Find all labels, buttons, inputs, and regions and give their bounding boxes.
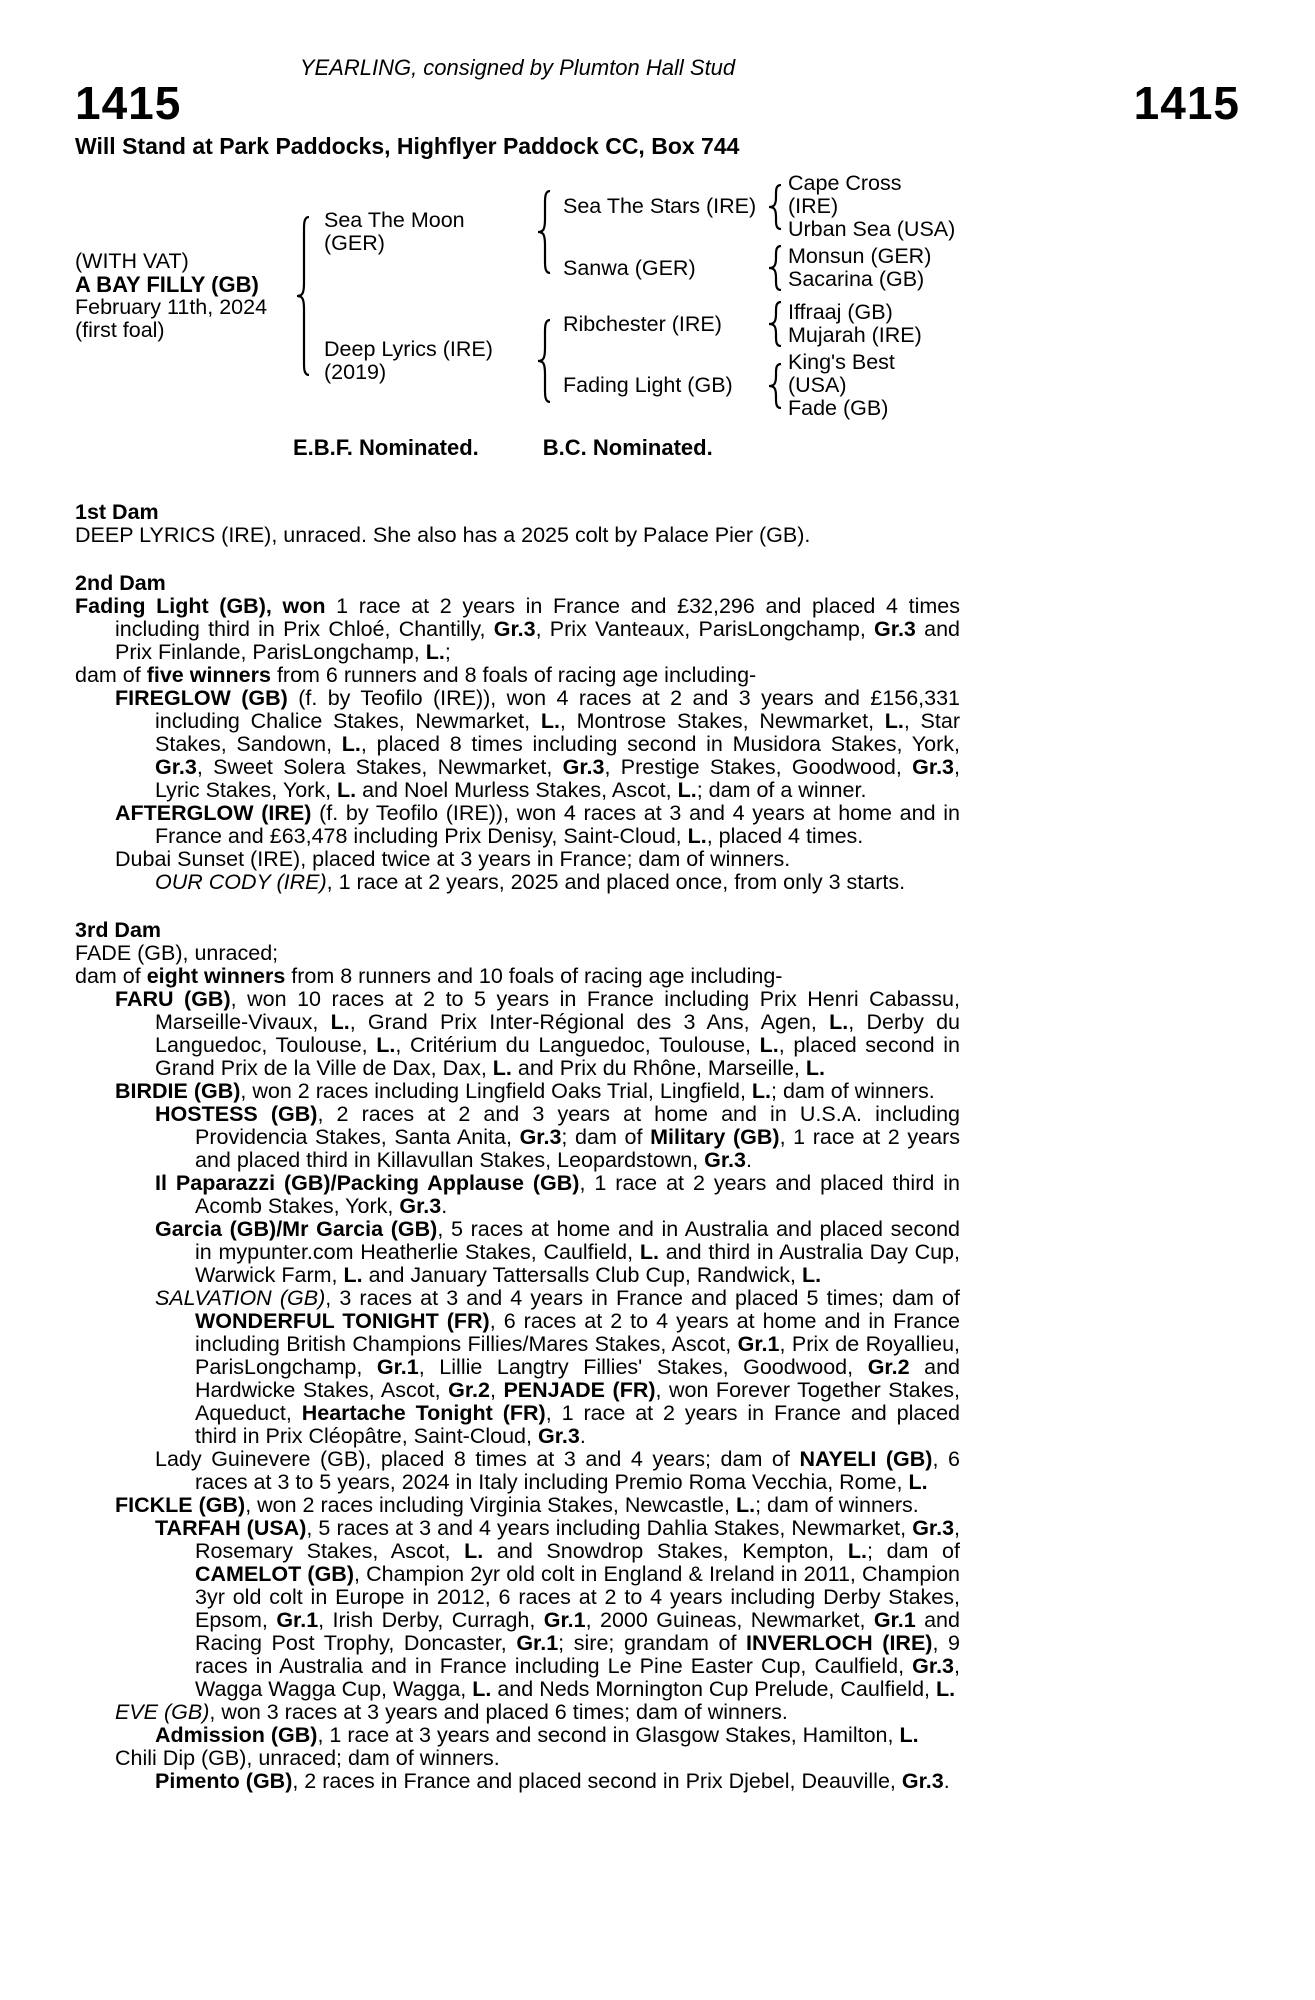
dam-section-heading: 3rd Dam — [75, 918, 162, 942]
sire-dam-name: Sanwa (GER) — [563, 255, 696, 280]
subject-name: A BAY FILLY (GB) — [75, 272, 259, 297]
sire-sire-name: Sea The Stars (IRE) — [563, 194, 757, 218]
dam-block — [316, 301, 956, 420]
pedigree-paragraph: BIRDIE (GB), won 2 races including Lingfield Oaks Trial, Lingfield, L.; dam of winners. — [115, 1079, 935, 1103]
lot-number-left: 1415 — [75, 77, 182, 129]
pedigree-table — [75, 172, 960, 420]
pedigree-paragraph: Fading Light (GB), won 1 race at 2 years in France and £32,296 and placed 4 times including third in Prix Chloé, Chantilly, Gr.3, Prix Vanteaux, ParisLongchamp, Gr.3 and Prix Finlande, ParisLongchamp, L.; — [75, 594, 960, 664]
dam-sire-dam-name: Mujarah (IRE) — [788, 323, 922, 347]
pedigree-paragraph: HOSTESS (GB), 2 races at 2 and 3 years at home and in U.S.A. including Providencia Stakes, Santa Anita, Gr.3; dam of Military (GB), 1 race at 2 years and placed third in Killavullan Stakes, Leopardstown, Gr.3. — [155, 1102, 960, 1172]
pedigree-brace — [531, 319, 557, 403]
sire-name: Sea The Moon (GER) — [324, 207, 465, 255]
pedigree-paragraph: TARFAH (USA), 5 races at 3 and 4 years including Dahlia Stakes, Newmarket, Gr.3, Rosemary Stakes, Ascot, L. and Snowdrop Stakes, Kempton, L.; dam of CAMELOT (GB), Champion 2yr old colt in England & Ireland in 2011, Champion 3yr old colt in Europe in 2012, 6 races at 2 to 4 years including Derby Stakes, Epsom, Gr.1, Irish Derby, Curragh, Gr.1, 2000 Guineas, Newmarket, Gr.1 and Racing Post Trophy, Doncaster, Gr.1; sire; grandam of INVERLOCH (IRE), 9 races in Australia and in France including Le Pine Easter Cup, Caulfield, Gr.3, Wagga Wagga Cup, Wagga, L. and Neds Mornington Cup Prelude, Caulfield, L. — [155, 1516, 961, 1701]
pedigree-paragraph: EVE (GB), won 3 races at 3 years and placed 6 times; dam of winners. — [115, 1700, 788, 1724]
dam-name: Deep Lyrics (IRE) (2019) — [316, 338, 531, 384]
pedigree-paragraph: Dubai Sunset (IRE), placed twice at 3 years in France; dam of winners. — [115, 847, 791, 871]
dam-year: (2019) — [324, 359, 387, 384]
pedigree-paragraph: Lady Guinevere (GB), placed 8 times at 3 and 4 years; dam of NAYELI (GB), 6 races at 3 to 5 years, 2024 in Italy including Premio Roma Vecchia, Rome, L. — [155, 1447, 960, 1494]
dam-dam-name: Fading Light (GB) — [563, 373, 733, 397]
pedigree-paragraph: FARU (GB), won 10 races at 2 to 5 years in France including Prix Henri Cabassu, Marseille-Vivaux, L., Grand Prix Inter-Régional des 3 Ans, Agen, L., Derby du Languedoc, Toulouse, L., Critérium du Languedoc, Toulouse, L., placed second in Grand Prix de la Ville de Dax, Dax, L. and Prix du Rhône, Marseille, L. — [115, 987, 960, 1080]
dam-sire-name: Ribchester (IRE) — [563, 311, 722, 336]
pedigree-paragraph: dam of eight winners from 8 runners and 10 foals of racing age including- — [75, 964, 783, 988]
lot-number-row — [75, 79, 1240, 127]
dam-section-heading: 2nd Dam — [75, 571, 166, 595]
pedigree-brace — [762, 363, 788, 409]
pedigree-brace — [762, 245, 788, 291]
pedigree-paragraph: OUR CODY (IRE), 1 race at 2 years, 2025 and placed once, from only 3 starts. — [155, 870, 906, 894]
dam-section — [75, 572, 960, 894]
sire-sire-dam-name: Urban Sea (USA) — [788, 217, 956, 241]
pedigree-paragraph: FADE (GB), unraced; — [75, 941, 279, 965]
lot-number-right: 1415 — [1133, 77, 1240, 129]
ebf-nominated-label: E.B.F. Nominated. — [293, 435, 479, 460]
pedigree-paragraph: Pimento (GB), 2 races in France and placed second in Prix Djebel, Deauville, Gr.3. — [155, 1769, 950, 1793]
foal-note: (first foal) — [75, 318, 165, 342]
consignor-line: YEARLING, consigned by Plumton Hall Stud — [299, 55, 736, 80]
pedigree-paragraph: SALVATION (GB), 3 races at 3 and 4 years in France and placed 5 times; dam of WONDERFUL TONIGHT (FR), 6 races at 2 to 4 years at home and in France including British Champions Fillies/Mares Stakes, Ascot, Gr.1, Prix de Royallieu, ParisLongchamp, Gr.1, Lillie Langtry Fillies' Stakes, Goodwood, Gr.2 and Hardwicke Stakes, Ascot, Gr.2, PENJADE (FR), won Forever Together Stakes, Aqueduct, Heartache Tonight (FR), 1 race at 2 years in France and placed third in Prix Cléopâtre, Saint-Cloud, Gr.3. — [155, 1286, 960, 1448]
pedigree-brace — [762, 301, 788, 347]
dam-section-heading: 1st Dam — [75, 500, 159, 524]
subject-details — [75, 250, 290, 342]
dam-dam-dam-name: Fade (GB) — [788, 396, 889, 420]
pedigree-paragraph: AFTERGLOW (IRE) (f. by Teofilo (IRE)), won 4 races at 3 and 4 years at home and in France and £63,478 including Prix Denisy, Saint-Cloud, L., placed 4 times. — [115, 801, 960, 848]
nominations-row — [75, 436, 960, 459]
dam-sections — [75, 501, 960, 1793]
sire-dam-dam-name: Sacarina (GB) — [788, 267, 925, 291]
pedigree-paragraph: Garcia (GB)/Mr Garcia (GB), 5 races at home and in Australia and placed second in mypunter.com Heatherlie Stakes, Caulfield, L. and third in Australia Day Cup, Warwick Farm, L. and January Tattersalls Club Cup, Randwick, L. — [155, 1217, 960, 1287]
dam-sire-sire-name: Iffraaj (GB) — [788, 300, 893, 324]
sire-dam-sire-name: Monsun (GER) — [788, 244, 932, 268]
vat-note: (WITH VAT) — [75, 249, 189, 273]
pedigree-paragraph: Il Paparazzi (GB)/Packing Applause (GB), 1 race at 2 years and placed third in Acomb Stakes, York, Gr.3. — [155, 1171, 960, 1218]
foaling-date: February 11th, 2024 — [75, 295, 268, 319]
pedigree-brace — [762, 184, 788, 230]
pedigree-paragraph: FIREGLOW (GB) (f. by Teofilo (IRE)), won 4 races at 2 and 3 years and £156,331 including Chalice Stakes, Newmarket, L., Montrose Stakes, Newmarket, L., Star Stakes, Sandown, L., placed 8 times including second in Musidora Stakes, York, Gr.3, Sweet Solera Stakes, Newmarket, Gr.3, Prestige Stakes, Goodwood, Gr.3, Lyric Stakes, York, L. and Noel Murless Stakes, Ascot, L.; dam of a winner. — [115, 686, 960, 802]
dam-dam-sire-name: King's Best (USA) — [788, 350, 895, 397]
stand-location-line: Will Stand at Park Paddocks, Highflyer Paddock CC, Box 744 — [75, 133, 740, 159]
pedigree-tree — [316, 172, 956, 420]
bc-nominated-label: B.C. Nominated. — [542, 435, 713, 460]
pedigree-paragraph: Admission (GB), 1 race at 3 years and second in Glasgow Stakes, Hamilton, L. — [155, 1723, 919, 1747]
sire-sire-sire-name: Cape Cross (IRE) — [788, 171, 902, 218]
dam-section — [75, 919, 960, 1793]
pedigree-paragraph: dam of five winners from 6 runners and 8 foals of racing age including- — [75, 663, 757, 687]
pedigree-brace — [290, 216, 316, 376]
pedigree-brace — [531, 190, 557, 274]
sire-block — [316, 172, 956, 291]
pedigree-paragraph: DEEP LYRICS (IRE), unraced. She also has a 2025 colt by Palace Pier (GB). — [75, 523, 811, 547]
pedigree-paragraph: FICKLE (GB), won 2 races including Virginia Stakes, Newcastle, L.; dam of winners. — [115, 1493, 919, 1517]
pedigree-paragraph: Chili Dip (GB), unraced; dam of winners. — [115, 1746, 500, 1770]
dam-section — [75, 501, 960, 547]
